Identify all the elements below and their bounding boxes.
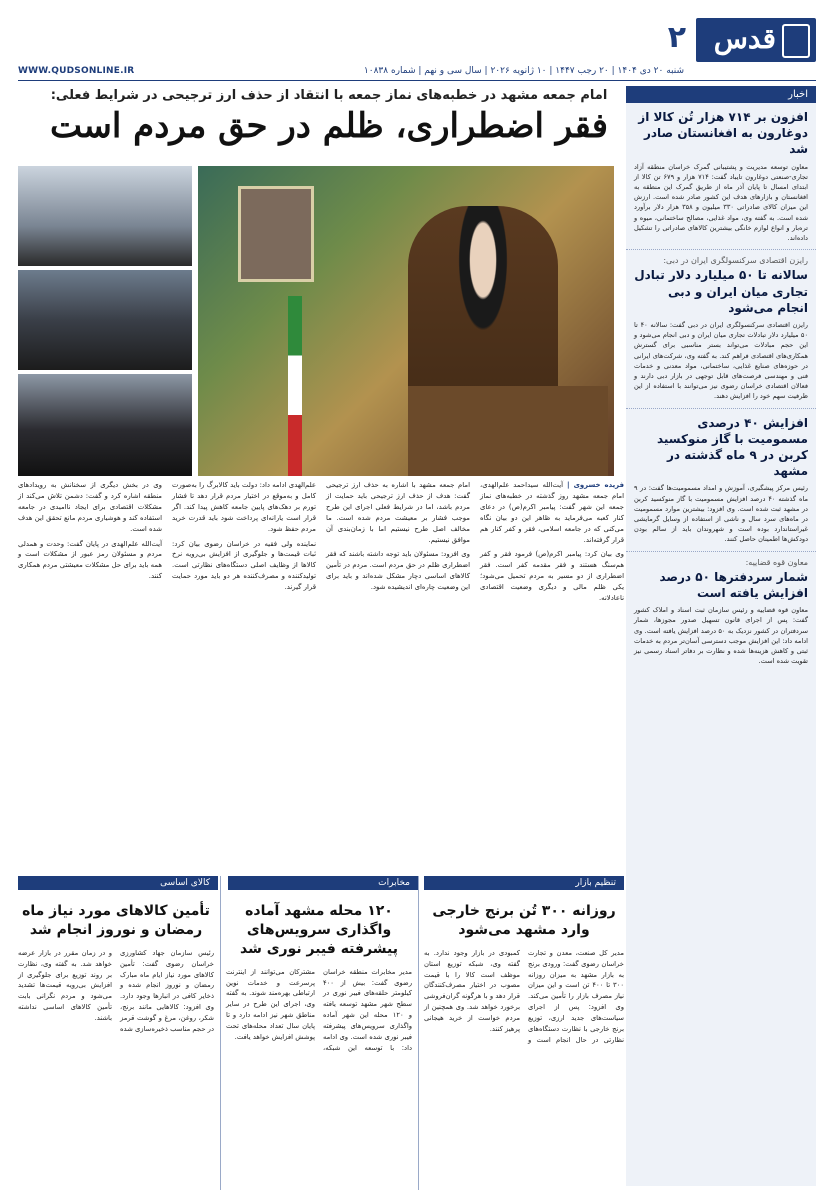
website-link[interactable]: WWW.QUDSONLINE.IR (18, 66, 135, 76)
sidebar-news-title: شمار سردفترها ۵۰ درصد افزایش یافته است (659, 569, 808, 600)
story-rice-import (424, 894, 624, 1190)
section-label-telecom: مخابرات (228, 876, 418, 890)
portrait-image (238, 186, 314, 282)
story-title: روزانه ۳۰۰ تُن برنج خارجی وارد مشهد می‌شود (432, 903, 616, 938)
sidebar-news-kicker: رایزن اقتصادی سرکنسولگری ایران در دبی: (663, 256, 808, 266)
sidebar-news-title: سالانه تا ۵۰ میلیارد دلار تبادل تجاری میان ایران و دبی انجام می‌شود (634, 268, 808, 315)
sidebar-news-body: رئیس مرکز پیشگیری، آموزش و امداد مسمومیت‌ها گفت: در ۹ ماه گذشته ۴۰ درصد افزایش مسمومیت با گاز منوکسید کربن در مشهد ثبت شده است. وی افزود: بیشترین موارد مسمومیت در ماه‌های سرد سال و ناشی از استفاده از وسایل گرمایشی غیراستاندارد بوده است و شهروندان باید از سالم بودن دودکش‌ها اطمینان حاصل کنند. (634, 484, 808, 544)
sidebar-section-tag: اخبار (626, 86, 816, 103)
brand-logo (696, 18, 816, 62)
lead-paragraph: نماینده ولی فقیه در خراسان رضوی بیان کرد: ثبات قیمت‌ها و جلوگیری از افزایش بی‌رویه نرخ کالاها از وظایف اصلی دستگاه‌های نظارتی است. تولیدکننده و مصرف‌کننده هر دو باید مورد حمایت قرار گیرند. (172, 539, 316, 592)
lead-paragraph: وی بیان کرد: پیامبر اکرم(ص) فرمود فقر و کفر هم‌سنگ هستند و فقر مقدمه کفر است. فقر اضطراری از دو مسیر به مردم تحمیل می‌شود؛ یکی ظلم مالی و دیگری وضعیت اقتصادی ناعادلانه. (480, 550, 624, 603)
lead-paragraph: آیت‌الله علم‌الهدی در پایان گفت: وحدت و همدلی مردم و مسئولان رمز عبور از مشکلات است و همه باید برای حل مشکلات معیشتی مردم همکاری کنند. (18, 539, 162, 581)
sidebar-news-item (626, 409, 816, 552)
dateline: شنبه ۲۰ دی ۱۴۰۴ | ۲۰ رجب ۱۴۴۷ | ۱۰ ژانویه ۲۰۲۶ | سال سی و نهم | شماره ۱۰۸۳۸ (363, 66, 684, 76)
header-divider (18, 80, 816, 81)
sidebar-news-item (626, 552, 816, 673)
sidebar-news-item (626, 250, 816, 408)
section-label-basic-goods: کالای اساسی (18, 876, 218, 890)
sidebar-news-title: افزون بر ۷۱۴ هزار تُن کالا از دوغارون به افغانستان صادر شد (638, 110, 808, 157)
story-title: ۱۲۰ محله مشهد آماده واگذاری سرویس‌های پیشرفته فیبر نوری شد (239, 903, 398, 957)
photo-speaker (198, 166, 614, 476)
lead-article-body (18, 480, 624, 860)
column-divider (220, 876, 221, 1190)
page-number: ۲ (667, 20, 686, 55)
photo-crowd-3 (18, 374, 192, 476)
lectern (408, 386, 608, 476)
story-title: تأمین کالاهای مورد نیاز ماه رمضان و نوروز انجام شد (22, 903, 210, 938)
lead-paragraph: وی افزود: مسئولان باید توجه داشته باشند که فقر اضطراری ظلم در حق مردم است. مردم در تأمین کالاهای اساسی دچار مشکل شده‌اند و باید برای این وضعیت چاره‌ای اندیشیده شود. (326, 550, 470, 592)
photo-crowd-2 (18, 270, 192, 370)
lead-paragraph: علم‌الهدی ادامه داد: دولت باید کالابرگ را به‌صورت کامل و به‌موقع در اختیار مردم قرار دهد تا فشار تورم بر دهک‌های پایین جامعه کاهش پیدا کند. اگر قرار است یارانه‌ای پرداخت شود باید قدرت خرید مردم حفظ شود. (172, 481, 316, 533)
sidebar-news-body: معاون قوه قضاییه و رئیس سازمان ثبت اسناد و املاک کشور گفت: پس از اجرای قانون تسهیل صدور مجوزها، شمار سردفتران در کشور نزدیک به ۵۰ درصد افزایش یافته است. وی ادامه داد: این افزایش موجب دسترسی آسان‌تر مردم به خدمات ثبتی و کاهش هزینه‌ها شده و نظارت بر دفاتر اسناد رسمی نیز تقویت شده است. (634, 606, 808, 666)
lead-paragraph: فریده خسروی | آیت‌الله سیداحمد علم‌الهدی، امام جمعه مشهد روز گذشته در خطبه‌های نماز جمعه این شهر گفت: پیامبر اکرم(ص) در دعای کنار کعبه می‌فرماید به ظاهر این دو بیان نگاه می‌کنی که در جامعه اسلامی، فقر و کفر کنار هم قرار گرفته‌اند. (480, 481, 624, 544)
sidebar-news-title: افزایش ۴۰ درصدی مسمومیت با گاز منوکسید کربن در ۹ ماه گذشته در مشهد (656, 415, 808, 479)
masthead (18, 18, 816, 80)
story-body: مدیر کل صنعت، معدن و تجارت خراسان رضوی گفت: ورودی برنج به بازار مشهد به میزان روزانه ۳۰۰ تا ۴۰۰ تن است و این میزان نیاز مصرف بازار را تأمین می‌کند. وی افزود: پس از اجرای سیاست‌های جدید ارزی، توزیع برنج خارجی با نظارت دستگاه‌های نظارتی در حال انجام است و کمبودی در بازار وجود ندارد. به گفته وی، شبکه توزیع استان موظف است کالا را با قیمت مصوب در اختیار مصرف‌کنندگان قرار دهد و با هرگونه گران‌فروشی برخورد خواهد شد. وی همچنین از مردم خواست از خرید هیجانی پرهیز کنند. (424, 948, 624, 1044)
lead-paragraph: وی در بخش دیگری از سخنانش به رویدادهای منطقه اشاره کرد و گفت: دشمن تلاش می‌کند از مشکلات اقتصادی برای ایجاد ناامیدی در جامعه استفاده کند و هوشیاری مردم مانع تحقق این هدف شده است. (18, 481, 162, 533)
byline: فریده خسروی | (566, 481, 624, 489)
photo-crowd-1 (18, 166, 192, 266)
news-sidebar (626, 86, 816, 1186)
lead-paragraph: امام جمعه مشهد با اشاره به حذف ارز ترجیحی گفت: هدف از حذف ارز ترجیحی باید حمایت از مردم باشد، اما در شرایط فعلی اجرای این طرح موجب فشار بر معیشت مردم شده است. ما مخالف اصل طرح نیستیم اما با زمان‌بندی آن موافق نیستیم. (326, 481, 470, 544)
story-body: رئیس سازمان جهاد کشاورزی خراسان رضوی گفت: تأمین کالاهای مورد نیاز ایام ماه مبارک رمضان و نوروز انجام شده و ذخایر کافی در انبارها وجود دارد. وی افزود: کالاهایی مانند برنج، شکر، روغن، مرغ و گوشت قرمز در حجم مناسب ذخیره‌سازی شده و در زمان مقرر در بازار عرضه خواهد شد. به گفته وی، نظارت بر روند توزیع برای جلوگیری از افزایش بی‌رویه قیمت‌ها تشدید می‌شود و مردم نگرانی بابت تأمین کالاهای اساسی نداشته باشند. (18, 948, 214, 1033)
story-body: مدیر مخابرات منطقه خراسان رضوی گفت: بیش از ۴۰۰ کیلومتر حلقه‌های فیبر نوری در سطح شهر مشهد توسعه یافته و ۱۲۰ محله این شهر آماده واگذاری سرویس‌های پیشرفته فیبر نوری شده است. وی ادامه داد: با توسعه این شبکه، مشترکان می‌توانند از اینترنت پرسرعت و خدمات نوین ارتباطی بهره‌مند شوند. به گفته وی، اجرای این طرح در سایر مناطق شهر نیز ادامه دارد و تا پایان سال تعداد محله‌های تحت پوشش افزایش خواهد یافت. (226, 967, 412, 1052)
lead-kicker: امام جمعه مشهد در خطبه‌های نماز جمعه با انتقاد از حذف ارز ترجیحی در شرایط فعلی: (50, 88, 608, 103)
sidebar-news-body: معاون توسعه مدیریت و پشتیبانی گمرک خراسان منطقه آزاد تجاری-صنعتی دوغارون تایباد گفت: ۷۱۴ هزار و ۶۷۹ تن کالا از ابتدای امسال تا پایان آذر ماه از طریق گمرک این منطقه به افغانستان و بازارهای هدف این کشور صادر شده است. ارزش این میزان کالای صادراتی ۳۳۰ میلیون و ۳۵۸ هزار دلار برآورد شده است. به گفته وی، مواد غذایی، مصالح ساختمانی، میوه و تره‌بار و انواع لوازم خانگی بیشترین کالاهای صادراتی را تشکیل داده‌اند. (634, 162, 808, 243)
column-divider (418, 876, 419, 1190)
sidebar-news-kicker: معاون قوه قضاییه: (745, 557, 808, 567)
sidebar-news-body: رایزن اقتصادی سرکنسولگری ایران در دبی گفت: سالانه ۴۰ تا ۵۰ میلیارد دلار تبادلات تجاری میان ایران و دبی انجام می‌شود و این حجم مبادلات می‌تواند بستر مناسبی برای گسترش همکاری‌های اقتصادی فراهم کند. به گفته وی، شرکت‌های ایرانی در حوزه‌های صنایع غذایی، ساختمانی، مواد معدنی و خدمات فنی و مهندسی فرصت‌های قابل توجهی در بازار دبی دارند و فعالان اقتصادی خراسان رضوی نیز می‌توانند با استفاده از این ظرفیت سهم خود را افزایش دهند. (634, 320, 808, 401)
lead-title: فقر اضطراری، ظلم در حق مردم است (49, 106, 608, 146)
section-label-market: تنظیم بازار (424, 876, 624, 890)
flag-image (288, 296, 302, 476)
sidebar-news-item (626, 103, 816, 250)
brand-name: قدس (713, 22, 776, 55)
seal-icon (782, 24, 810, 58)
story-basic-goods (18, 894, 214, 1190)
story-fiber-optic (226, 894, 412, 1190)
